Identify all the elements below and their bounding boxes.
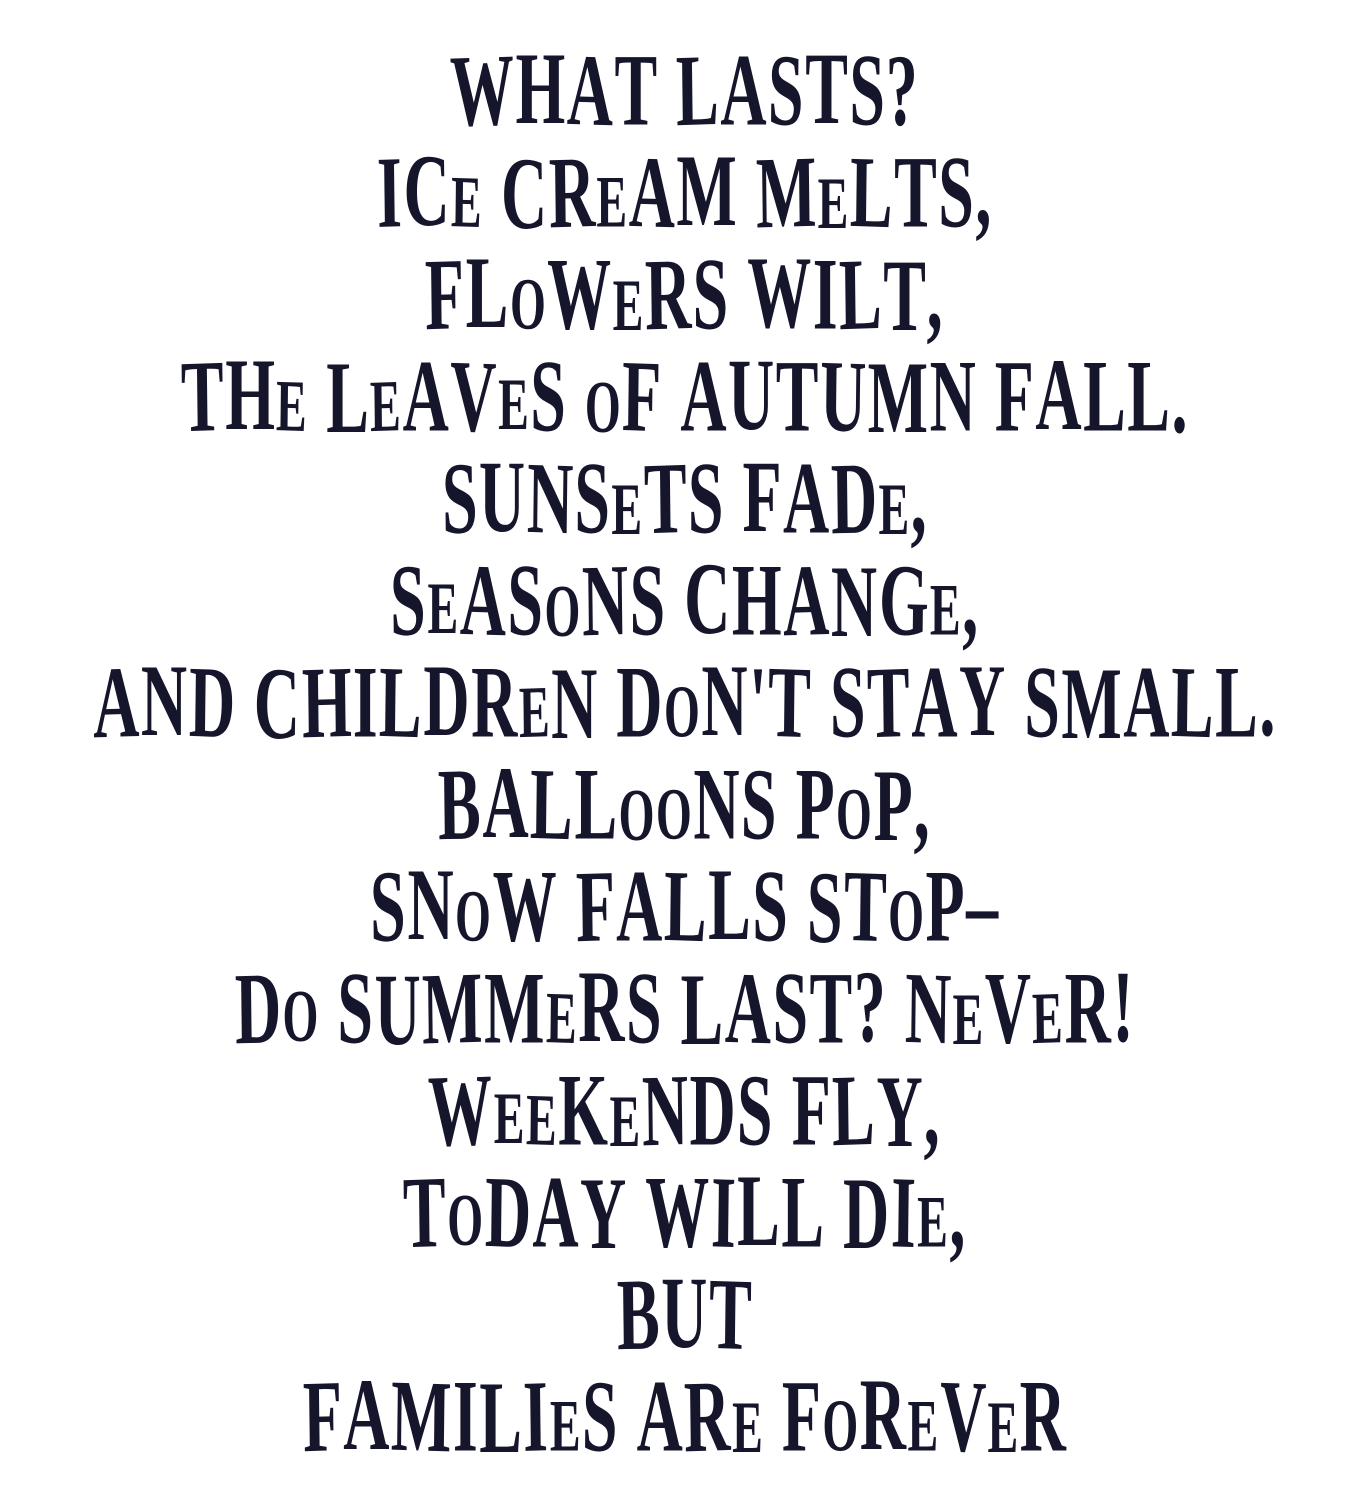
poem-line: SEASONS CHANGE, [389, 541, 980, 659]
poem-line: SNOW FALLS STOP– [369, 847, 1000, 965]
poem-line: FLOWERS WILT, [424, 235, 946, 353]
poem-line: WEEKENDS FLY, [427, 1052, 943, 1169]
poem-line: AND CHILDREN DON'T STAY SMALL. [92, 643, 1277, 761]
poem-line: TODAY WILL DIE, [402, 1153, 967, 1271]
poem-line: FAMILIES ARE FOREVER [301, 1357, 1068, 1475]
poem-line: WHAT LASTS? [449, 31, 921, 148]
poem-text [0, 31, 1370, 1475]
poem-line: BUT [616, 1255, 754, 1372]
poem-line: SUNSETS FADE, [441, 439, 929, 556]
poem-line: BALLOONS POP, [437, 745, 933, 863]
poem-line: DO SUMMERS LAST? NEVER! [234, 949, 1136, 1067]
poem-line: THE LEAVES OF AUTUMN FALL. [180, 337, 1189, 455]
poem-line: ICE CREAM MELTS, [376, 133, 993, 251]
